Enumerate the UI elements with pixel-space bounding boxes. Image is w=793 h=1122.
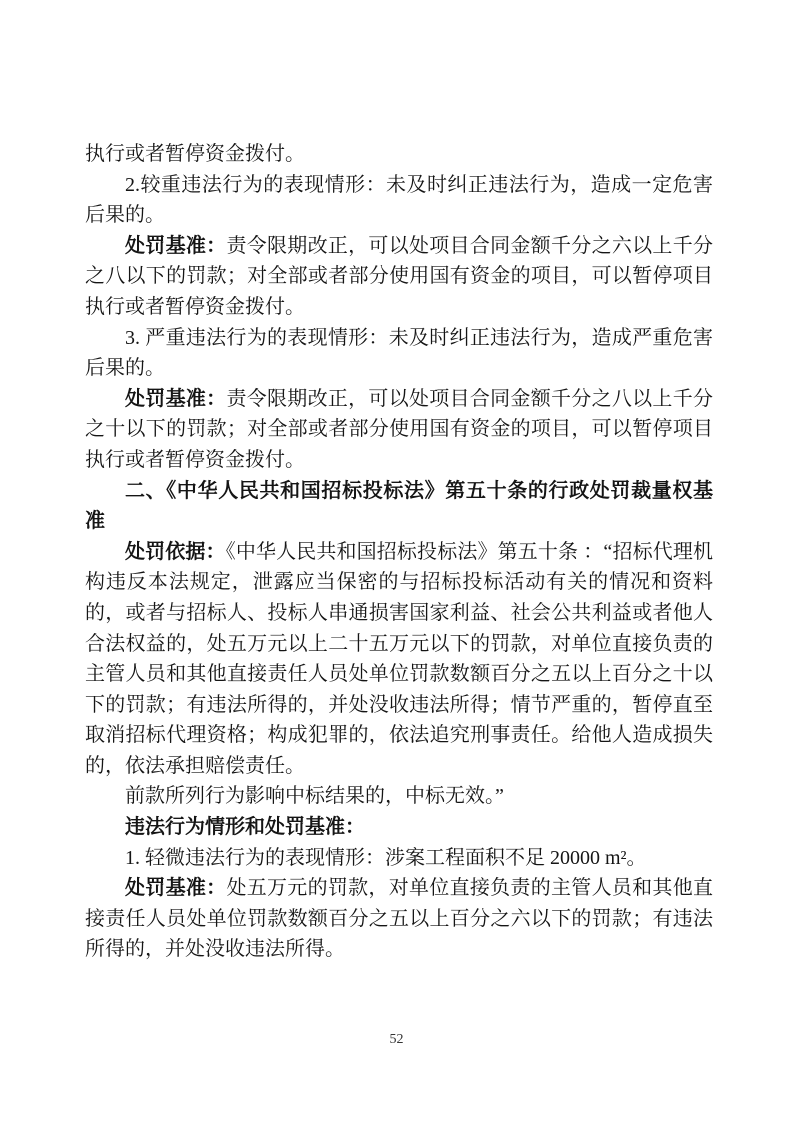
paragraph-penalty-standard-minor [85,873,713,965]
subheading-violation-circumstances [85,812,713,843]
paragraph-text: 前款所列行为影响中标结果的，中标无效。” [125,785,504,808]
paragraph-label: 处罚基准： [125,877,227,900]
paragraph-text: 1. 轻微违法行为的表现情形：涉案工程面积不足 20000 m²。 [125,846,647,869]
paragraph-penalty-standard-severe [85,384,713,476]
paragraph-text: 2.较重违法行为的表现情形：未及时纠正违法行为，造成一定危害后果的。 [85,173,713,227]
heading-text: 二、《中华人民共和国招标投标法》第五十条的行政处罚裁量权基准 [85,479,713,533]
paragraph-text: 执行或者暂停资金拨付。 [85,143,305,165]
paragraph-text: 3. 严重违法行为的表现情形：未及时纠正违法行为，造成严重危害后果的。 [85,326,713,380]
document-body [85,139,713,965]
page-number: 52 [389,1032,404,1047]
paragraph-text: 《中华人民共和国招标投标法》第五十条 ：“招标代理机构违反本法规定，泄露应当保密的与招标投标活动有关的情况和资料的，或者与招标人、投标人串通损害国家利益、社会公共利益或者他人合法权益的，处五万元以上二十五万元以下的罚款，对单位直接负责的主管人员和其他直接责任人员处单位罚款数额百分之五以上百分之十以下的罚款；有违法所得的，并处没收违法所得；情节严重的，暂停直至取消招标代理资格；构成犯罪的，依法追究刑事责任。给他人造成损失的，依法承担赔偿责任。 [85,540,713,777]
paragraph-item-3-severe-violation [85,323,713,384]
paragraph-penalty-basis [85,537,713,782]
paragraph-label: 处罚依据： [125,540,226,563]
paragraph-text: 责令限期改正，可以处项目合同金额千分之六以上千分之八以下的罚款；对全部或者部分使用国有资金的项目，可以暂停项目执行或者暂停资金拨付。 [85,234,714,318]
paragraph-text: 处五万元的罚款，对单位直接负责的主管人员和其他直接责任人员处单位罚款数额百分之五以上百分之六以下的罚款；有违法所得的，并处没收违法所得。 [85,877,714,961]
paragraph-bid-invalid-clause [85,781,713,812]
section-heading-article-50 [85,476,713,537]
paragraph-text: 责令限期改正，可以处项目合同金额千分之八以上千分之十以下的罚款；对全部或者部分使用国有资金的项目，可以暂停项目执行或者暂停资金拨付。 [85,387,714,471]
heading-text: 违法行为情形和处罚基准： [125,816,365,839]
paragraph-label: 处罚基准： [125,387,227,410]
paragraph-item-2-moderate-violation [85,170,713,231]
paragraph-penalty-standard-moderate [85,231,713,323]
paragraph-label: 处罚基准： [125,234,227,257]
paragraph-item-1-minor-violation [85,843,713,874]
paragraph-continuation [85,139,713,170]
